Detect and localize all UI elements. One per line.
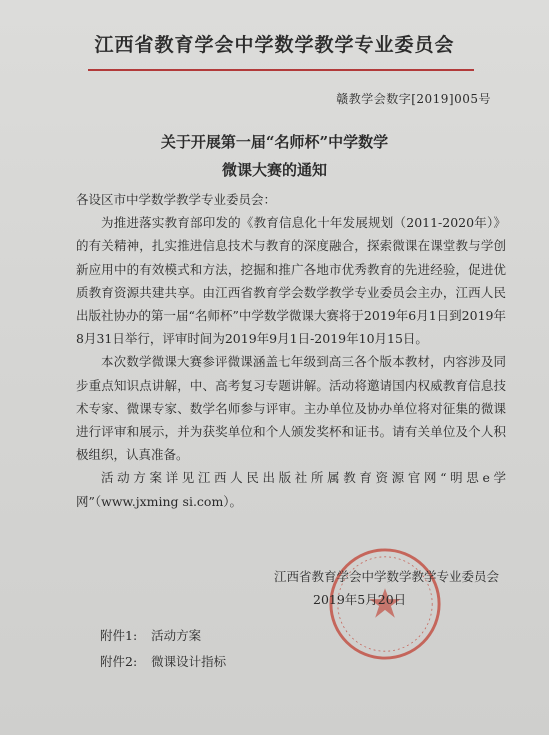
paragraph-3: 活动方案详见江西人民出版社所属教育资源官网“明思e学网”（www.jxming si.com）。 (76, 470, 506, 509)
notice-body (76, 188, 506, 513)
notice-title-line2: 微课大赛的通知 (221, 161, 327, 179)
organization-header: 江西省教育学会中学数学教学专业委员会 (94, 34, 455, 56)
document-number: 赣教学会数字[2019]005号 (336, 92, 491, 106)
attachment-2-label: 附件2: (100, 654, 138, 669)
attachment-2 (100, 652, 226, 670)
header-rule (88, 69, 474, 71)
signature-date: 2019年5月20日 (313, 592, 407, 607)
paragraph-2: 本次数学微课大赛参评微课涵盖七年级到高三各个版本教材，内容涉及同步重点知识点讲解，中、高考复习专题讲解。活动将邀请国内权威教育信息技术专家、微课专家、数学名师参与评审。主办单位及协办单位将对征集的微课进行评审和展示，并为获奖单位和个人颁发奖杯和证书。请有关单位及个人积极组织，认真准备。 (76, 354, 506, 463)
notice-title-line1: 关于开展第一届“名师杯”中学数学 (160, 133, 389, 151)
attachment-1 (100, 626, 201, 644)
salutation: 各设区市中学数学教学专业委员会： (76, 192, 277, 207)
paragraph-1: 为推进落实教育部印发的《教育信息化十年发展规划（2011-2020年）》的有关精神，扎实推进信息技术与教育的深度融合，探索微课在课堂教与学创新应用中的有效模式和方法，挖掘和推广各地市优秀教育的先进经验，促进优质教育资源共建共享。由江西省教育学会数学教学专业委员会主办，江西人民出版社协办的第一届“名师杯”中学数学微课大赛将于2019年6月1日到2019年8月31日举行，评审时间为2019年9月1日-2019年10月15日。 (76, 215, 506, 347)
attachment-1-name: 活动方案 (151, 628, 202, 643)
attachment-2-name: 微课设计指标 (151, 654, 227, 669)
signature-organization: 江西省教育学会中学数学教学专业委员会 (273, 569, 499, 584)
notice-title (0, 128, 549, 184)
attachment-1-label: 附件1: (100, 628, 138, 643)
